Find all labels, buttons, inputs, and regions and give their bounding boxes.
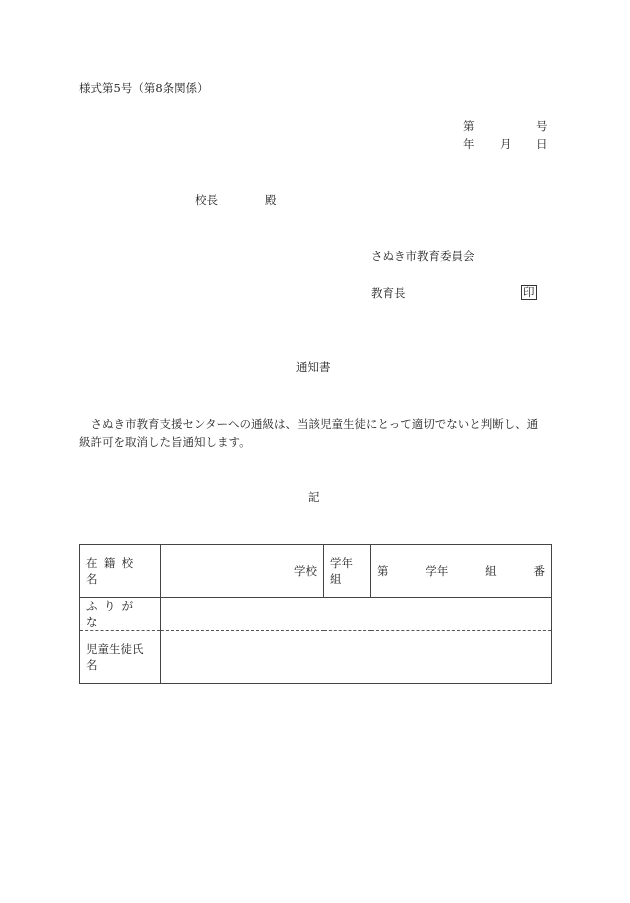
furigana-label: ふりがな (80, 598, 161, 631)
grade-prefix: 第 (377, 564, 389, 578)
date-year: 年 (463, 137, 475, 151)
grade-label: 学年 (425, 564, 449, 578)
class-label: 組 (485, 564, 497, 578)
seal-mark: 印 (523, 285, 535, 299)
date-month: 月 (500, 137, 512, 151)
table-row (80, 598, 552, 631)
date-day: 日 (536, 137, 548, 151)
doc-number-suffix: 号 (536, 119, 548, 133)
school-label: 在籍校名 (80, 545, 161, 598)
doc-number-prefix: 第 (463, 119, 475, 133)
table-row (80, 545, 552, 598)
form-number: 様式第5号（第8条関係） (79, 81, 209, 95)
body-text: さぬき市教育支援センターへの通級は、当該児童生徒にとって適切でないと判断し、通級許可を取消した旨通知します。 (79, 417, 539, 449)
student-info-table (79, 544, 552, 684)
furigana-cell[interactable] (161, 598, 552, 631)
ki-heading: 記 (308, 490, 320, 504)
name-cell[interactable] (161, 631, 552, 684)
addressee-honorific: 殿 (265, 193, 277, 207)
table-row (80, 631, 552, 684)
name-label: 児童生徒氏名 (80, 631, 161, 684)
grade-class-cell[interactable] (371, 545, 552, 598)
addressee-title: 校長 (195, 193, 218, 207)
sender-title: 教育長 (371, 286, 406, 300)
number-label: 番 (533, 564, 545, 578)
document-title: 通知書 (296, 360, 331, 374)
grade-class-label: 学年組 (324, 545, 371, 598)
school-suffix: 学校 (294, 564, 317, 578)
school-name-cell[interactable] (161, 545, 324, 598)
sender-organization: さぬき市教育委員会 (371, 249, 475, 263)
